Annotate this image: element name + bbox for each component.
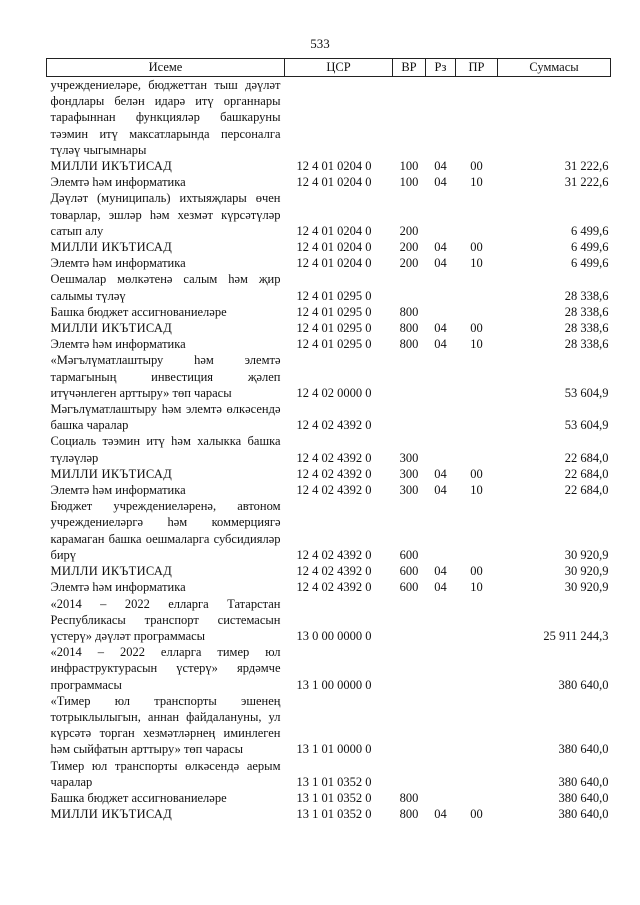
row-pr-cell bbox=[456, 498, 498, 563]
row-pr-cell: 10 bbox=[470, 175, 483, 190]
row-pr-cell bbox=[456, 693, 498, 758]
row-rz-cell bbox=[426, 596, 456, 645]
row-csr-cell: 12 4 01 0295 0 bbox=[296, 304, 372, 319]
table-row bbox=[47, 304, 611, 320]
table-row bbox=[47, 563, 611, 579]
row-csr-cell: 12 4 02 4392 0 bbox=[296, 580, 372, 595]
row-vr-cell: 600 bbox=[399, 564, 419, 579]
row-pr-cell: 00 bbox=[470, 159, 483, 174]
row-vr-cell: 800 bbox=[399, 790, 419, 805]
row-rz-cell: 04 bbox=[434, 159, 447, 174]
row-sum-cell: 380 640,0 bbox=[558, 807, 609, 822]
row-name-cell: «2014 – 2022 елларга тимер юл инфраструктурасын үстерү» ярдәмче программасы bbox=[50, 645, 281, 692]
column-header-rz: Рз bbox=[426, 59, 456, 77]
table-row bbox=[47, 433, 611, 465]
row-vr-cell bbox=[393, 644, 426, 693]
row-sum-cell: 30 920,9 bbox=[564, 580, 609, 595]
row-sum-cell bbox=[498, 77, 611, 159]
row-pr-cell: 00 bbox=[470, 564, 483, 579]
row-rz-cell: 04 bbox=[434, 483, 447, 498]
row-name-cell: МИЛЛИ ИКЪТИСАД bbox=[50, 564, 173, 579]
table-row bbox=[47, 336, 611, 352]
column-header-sum: Суммасы bbox=[498, 59, 611, 77]
column-header-pr: ПР bbox=[456, 59, 498, 77]
row-pr-cell bbox=[456, 758, 498, 790]
row-name-cell: Элемтә һәм информатика bbox=[50, 337, 186, 352]
row-pr-cell bbox=[456, 352, 498, 401]
row-rz-cell bbox=[426, 790, 456, 806]
table-row bbox=[47, 596, 611, 645]
row-vr-cell bbox=[393, 596, 426, 645]
row-sum-cell: 380 640,0 bbox=[558, 774, 609, 789]
row-name-cell: Башка бюджет ассигнованиеләре bbox=[50, 790, 227, 805]
row-pr-cell: 00 bbox=[470, 240, 483, 255]
row-rz-cell bbox=[426, 758, 456, 790]
table-row bbox=[47, 239, 611, 255]
row-pr-cell bbox=[456, 190, 498, 239]
row-csr-cell: 12 4 02 4392 0 bbox=[296, 466, 372, 481]
row-sum-cell: 28 338,6 bbox=[564, 337, 609, 352]
row-csr-cell: 13 1 01 0352 0 bbox=[296, 790, 372, 805]
row-name-cell: Тимер юл транспорты өлкәсендә аерым чаралар bbox=[50, 758, 281, 789]
row-name-cell: учреждениеләре, бюджеттан тыш дәүләт фондлары белән идарә итү органнары тарафыннан функцияләр башкаруны тәэмин итү максатларында персоналга түләү чыгымнары bbox=[50, 78, 281, 157]
row-rz-cell: 04 bbox=[434, 564, 447, 579]
row-name-cell: Башка бюджет ассигнованиеләре bbox=[50, 304, 227, 319]
row-vr-cell bbox=[393, 77, 426, 159]
table-body bbox=[47, 77, 611, 823]
row-rz-cell bbox=[426, 498, 456, 563]
table-row bbox=[47, 758, 611, 790]
row-sum-cell: 22 684,0 bbox=[564, 483, 609, 498]
row-csr-cell: 12 4 02 4392 0 bbox=[296, 564, 372, 579]
row-csr-cell: 13 1 00 0000 0 bbox=[296, 677, 372, 692]
row-csr-cell: 12 4 01 0295 0 bbox=[296, 288, 372, 303]
row-name-cell: Мәгълүматлаштыру һәм элемтә өлкәсендә башка чаралар bbox=[50, 402, 281, 433]
row-sum-cell: 6 499,6 bbox=[571, 240, 609, 255]
row-vr-cell bbox=[393, 401, 426, 433]
row-csr-cell: 12 4 02 4392 0 bbox=[296, 547, 372, 562]
row-csr-cell: 12 4 02 4392 0 bbox=[296, 418, 372, 433]
row-name-cell: Элемтә һәм информатика bbox=[50, 256, 186, 271]
row-pr-cell: 10 bbox=[470, 256, 483, 271]
row-pr-cell bbox=[456, 644, 498, 693]
row-rz-cell: 04 bbox=[434, 580, 447, 595]
row-pr-cell bbox=[456, 790, 498, 806]
row-rz-cell: 04 bbox=[434, 337, 447, 352]
row-vr-cell: 300 bbox=[399, 450, 419, 465]
row-vr-cell bbox=[393, 352, 426, 401]
table-row bbox=[47, 271, 611, 303]
row-vr-cell: 200 bbox=[399, 223, 419, 238]
row-sum-cell: 31 222,6 bbox=[564, 175, 609, 190]
table-row bbox=[47, 693, 611, 758]
row-sum-cell: 30 920,9 bbox=[564, 547, 609, 562]
row-vr-cell: 800 bbox=[399, 337, 419, 352]
row-rz-cell bbox=[426, 304, 456, 320]
row-vr-cell: 100 bbox=[399, 175, 419, 190]
row-pr-cell bbox=[456, 77, 498, 159]
row-vr-cell: 200 bbox=[399, 240, 419, 255]
row-csr-cell: 13 1 01 0352 0 bbox=[296, 807, 372, 822]
row-sum-cell: 380 640,0 bbox=[558, 677, 609, 692]
row-name-cell: Элемтә һәм информатика bbox=[50, 483, 186, 498]
row-csr-cell: 12 4 01 0204 0 bbox=[296, 175, 372, 190]
row-name-cell: «2014 – 2022 елларга Татарстан Республикасы транспорт системасын үстерү» дәүләт программасы bbox=[50, 596, 281, 643]
row-sum-cell: 22 684,0 bbox=[564, 466, 609, 481]
table-row bbox=[47, 401, 611, 433]
row-sum-cell: 28 338,6 bbox=[564, 321, 609, 336]
row-rz-cell: 04 bbox=[434, 256, 447, 271]
row-name-cell: Дәүләт (муниципаль) ихтыяҗлары өчен товарлар, эшләр һәм хезмәт күрсәтүләр сатып алу bbox=[50, 191, 281, 238]
row-rz-cell bbox=[426, 190, 456, 239]
row-vr-cell: 800 bbox=[399, 304, 419, 319]
row-pr-cell: 00 bbox=[470, 807, 483, 822]
budget-table bbox=[46, 58, 611, 822]
row-rz-cell: 04 bbox=[434, 807, 447, 822]
row-vr-cell bbox=[393, 758, 426, 790]
table-row bbox=[47, 255, 611, 271]
row-name-cell: Оешмалар мөлкәтенә салым һәм җир салымы түләү bbox=[50, 272, 281, 303]
row-pr-cell bbox=[456, 401, 498, 433]
row-rz-cell: 04 bbox=[434, 175, 447, 190]
row-sum-cell: 30 920,9 bbox=[564, 564, 609, 579]
row-name-cell: МИЛЛИ ИКЪТИСАД bbox=[50, 466, 173, 481]
row-name-cell: Бюджет учреждениеләренә, автоном учреждениеләргә һәм коммерциягә карамаган башка оешмаларга субсидияләр бирү bbox=[50, 499, 281, 562]
row-sum-cell: 28 338,6 bbox=[564, 288, 609, 303]
row-name-cell: МИЛЛИ ИКЪТИСАД bbox=[50, 807, 173, 822]
table-row bbox=[47, 158, 611, 174]
row-pr-cell bbox=[456, 271, 498, 303]
row-vr-cell: 600 bbox=[399, 547, 419, 562]
table-row bbox=[47, 482, 611, 498]
row-vr-cell: 800 bbox=[399, 321, 419, 336]
row-sum-cell: 31 222,6 bbox=[564, 159, 609, 174]
row-sum-cell: 53 604,9 bbox=[564, 418, 609, 433]
row-rz-cell bbox=[426, 401, 456, 433]
row-vr-cell: 800 bbox=[399, 807, 419, 822]
row-rz-cell bbox=[426, 77, 456, 159]
table-row bbox=[47, 806, 611, 822]
row-pr-cell: 00 bbox=[470, 466, 483, 481]
column-header-name: Исеме bbox=[47, 59, 285, 77]
row-rz-cell: 04 bbox=[434, 240, 447, 255]
table-row bbox=[47, 190, 611, 239]
row-csr-cell: 12 4 02 0000 0 bbox=[296, 385, 372, 400]
row-rz-cell: 04 bbox=[434, 466, 447, 481]
table-row bbox=[47, 352, 611, 401]
row-pr-cell bbox=[456, 433, 498, 465]
row-csr-cell: 12 4 02 4392 0 bbox=[296, 450, 372, 465]
row-sum-cell: 6 499,6 bbox=[571, 256, 609, 271]
row-sum-cell: 22 684,0 bbox=[564, 450, 609, 465]
row-rz-cell bbox=[426, 693, 456, 758]
row-sum-cell: 28 338,6 bbox=[564, 304, 609, 319]
row-name-cell: «Тимер юл транспорты эшенең тотрыклылыгын, аннан файдалануны, ул күрсәтә торган хезмәтләрнең иминлеген һәм сыйфатын арттыру» төп чарасы bbox=[50, 693, 281, 757]
row-csr-cell bbox=[285, 77, 393, 159]
row-name-cell: МИЛЛИ ИКЪТИСАД bbox=[50, 321, 173, 336]
row-csr-cell: 12 4 01 0204 0 bbox=[296, 240, 372, 255]
row-name-cell: Элемтә һәм информатика bbox=[50, 580, 186, 595]
row-name-cell: Элемтә һәм информатика bbox=[50, 175, 186, 190]
row-vr-cell: 300 bbox=[399, 483, 419, 498]
table-header-row bbox=[47, 59, 611, 77]
row-pr-cell: 10 bbox=[470, 337, 483, 352]
row-csr-cell: 12 4 01 0204 0 bbox=[296, 159, 372, 174]
row-vr-cell: 300 bbox=[399, 466, 419, 481]
row-rz-cell bbox=[426, 433, 456, 465]
row-csr-cell: 12 4 01 0204 0 bbox=[296, 256, 372, 271]
row-csr-cell: 12 4 01 0295 0 bbox=[296, 337, 372, 352]
row-name-cell: «Мәгълүматлаштыру һәм элемтә тармагының инвестиция җәлеп итүчәнлеген арттыру» төп чарасы bbox=[50, 353, 281, 400]
row-csr-cell: 12 4 01 0295 0 bbox=[296, 321, 372, 336]
table-row bbox=[47, 466, 611, 482]
row-name-cell: Социаль тәэмин итү һәм халыкка башка түләүләр bbox=[50, 434, 281, 465]
table-row bbox=[47, 174, 611, 190]
table-row bbox=[47, 579, 611, 595]
table-row bbox=[47, 644, 611, 693]
row-csr-cell: 12 4 01 0204 0 bbox=[296, 223, 372, 238]
row-csr-cell: 13 1 01 0000 0 bbox=[296, 742, 372, 757]
row-rz-cell bbox=[426, 352, 456, 401]
table-row bbox=[47, 77, 611, 159]
row-pr-cell bbox=[456, 304, 498, 320]
column-header-csr: ЦСР bbox=[285, 59, 393, 77]
row-vr-cell: 100 bbox=[399, 159, 419, 174]
row-vr-cell: 600 bbox=[399, 580, 419, 595]
row-csr-cell: 13 1 01 0352 0 bbox=[296, 774, 372, 789]
row-vr-cell bbox=[393, 693, 426, 758]
row-pr-cell: 00 bbox=[470, 321, 483, 336]
row-csr-cell: 12 4 02 4392 0 bbox=[296, 483, 372, 498]
row-sum-cell: 25 911 244,3 bbox=[543, 628, 609, 643]
row-name-cell: МИЛЛИ ИКЪТИСАД bbox=[50, 240, 173, 255]
page-number: 533 bbox=[310, 36, 330, 51]
row-rz-cell bbox=[426, 644, 456, 693]
table-row bbox=[47, 320, 611, 336]
row-pr-cell: 10 bbox=[470, 580, 483, 595]
table-row bbox=[47, 790, 611, 806]
row-vr-cell bbox=[393, 271, 426, 303]
row-sum-cell: 6 499,6 bbox=[571, 223, 609, 238]
table-row bbox=[47, 498, 611, 563]
row-pr-cell bbox=[456, 596, 498, 645]
row-rz-cell: 04 bbox=[434, 321, 447, 336]
row-sum-cell: 380 640,0 bbox=[558, 790, 609, 805]
row-sum-cell: 380 640,0 bbox=[558, 742, 609, 757]
row-pr-cell: 10 bbox=[470, 483, 483, 498]
row-csr-cell: 13 0 00 0000 0 bbox=[296, 628, 372, 643]
row-rz-cell bbox=[426, 271, 456, 303]
row-sum-cell: 53 604,9 bbox=[564, 385, 609, 400]
row-name-cell: МИЛЛИ ИКЪТИСАД bbox=[50, 159, 173, 174]
column-header-vr: ВР bbox=[393, 59, 426, 77]
row-vr-cell: 200 bbox=[399, 256, 419, 271]
